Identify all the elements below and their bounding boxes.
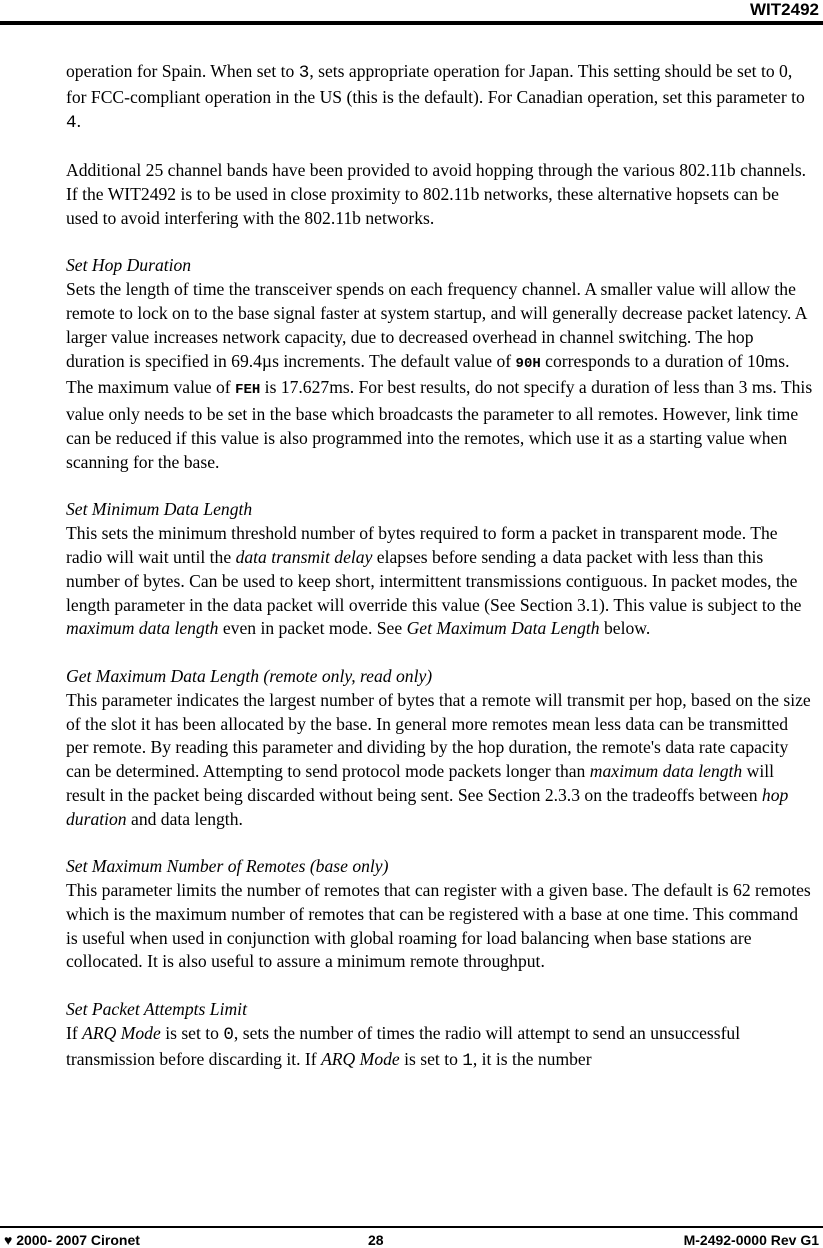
footer-copyright: ♥ 2000- 2007 Cironet <box>4 1232 140 1248</box>
section-max-remotes: Set Maximum Number of Remotes (base only) This parameter limits the number of remotes that can register with a given base. The default is 62 remotes which is the maximum number of remotes that can be registered with a base at one time. This command is useful when used in conjunction with global roaming for load balancing when base stations are collocated. It is also useful to assure a minimum remote throughput. <box>66 855 814 974</box>
section-min-data-length: Set Minimum Data Length This sets the minimum threshold number of bytes required to form a packet in transparent mode. The radio will wait until the data transmit delay elapses before sending a data packet with less than this number of bytes. Can be used to keep short, intermittent transmissions contiguous. In packet modes, the length parameter in the data packet will override this value (See Section 3.1). This value is subject to the maximum data length even in packet mode. See Get Maximum Data Length below. <box>66 498 814 641</box>
section-heading: Set Maximum Number of Remotes (base only) <box>66 856 389 877</box>
section-heading: Set Minimum Data Length <box>66 499 253 520</box>
paragraph-region-settings: operation for Spain. When set to 3, sets appropriate operation for Japan. This setting should be set to 0, for FCC-compliant operation in the US (this is the default). For Canadian operation, set this parameter to 4. <box>66 61 805 133</box>
section-hop-duration: Set Hop Duration Sets the length of time the transceiver spends on each frequency channel. A smaller value will allow the remote to lock on to the base signal faster at system startup, and will generally decrease packet latency. A larger value increases network capacity, due to decreased overhead in channel switching. The hop duration is specified in 69.4µs increments. The default value of 90H corresponds to a duration of 10ms. The maximum value of FEH is 17.627ms. For best results, do not specify a duration of less than 3 ms. This value only needs to be set in the base which broadcasts the parameter to all remotes. However, link time can be reduced if this value is also programmed into the remotes, which use it as a starting value when scanning for the base. <box>66 255 813 472</box>
section-heading: Set Hop Duration <box>66 255 192 276</box>
section-packet-attempts: Set Packet Attempts Limit If ARQ Mode is set to 0, sets the number of times the radio will attempt to send an unsuccessful transmission before discarding it. If ARQ Mode is set to 1, it is the number <box>66 998 814 1073</box>
page-number: 28 <box>368 1232 384 1248</box>
paragraph-hopsets: Additional 25 channel bands have been provided to avoid hopping through the various 802.11b channels. If the WIT2492 is to be used in close proximity to 802.11b networks, these alternative hopsets can be used to avoid interfering with the 802.11b networks. <box>66 160 807 228</box>
section-heading: Get Maximum Data Length (remote only, read only) <box>66 665 433 686</box>
document-number: M-2492-0000 Rev G1 <box>683 1232 819 1248</box>
section-heading: Set Packet Attempts Limit <box>66 999 247 1020</box>
footer-rule <box>0 1226 823 1228</box>
document-body <box>66 60 814 1097</box>
header-title: WIT2492 <box>750 0 819 19</box>
section-max-data-length: Get Maximum Data Length (remote only, read only) This parameter indicates the largest number of bytes that a remote will transmit per hop, based on the size of the slot it has been allocated by the base. In general more remotes mean less data can be transmitted per remote. By reading this parameter and dividing by the hop duration, the remote's data rate capacity can be determined. Attempting to send protocol mode packets longer than maximum data length will result in the packet being discarded without being sent. See Section 2.3.3 on the tradeoffs between hop duration and data length. <box>66 665 814 832</box>
header-rule <box>0 21 823 25</box>
